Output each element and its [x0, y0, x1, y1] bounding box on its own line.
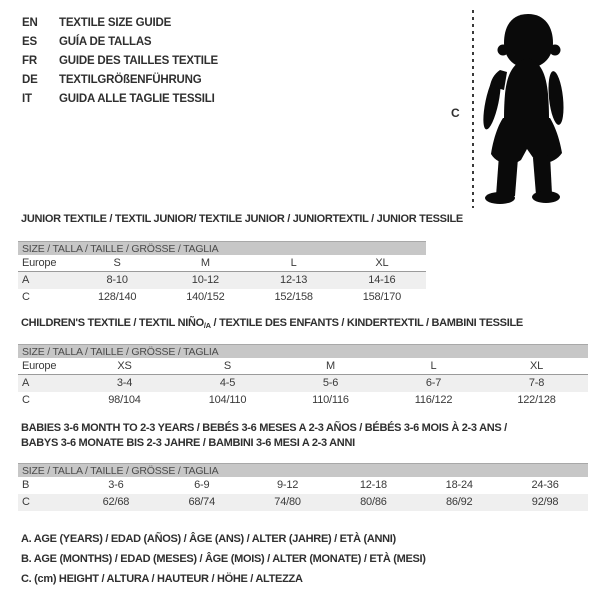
size-header-bar: SIZE / TALLA / TAILLE / GRÖSSE / TAGLIA	[18, 463, 588, 477]
age-cell: 8-10	[106, 274, 128, 286]
size-cell: S	[223, 360, 232, 372]
height-cell: 128/140	[97, 291, 137, 303]
height-cell: 92/98	[531, 496, 559, 508]
height-cell: 80/86	[360, 496, 387, 508]
babies-title-line1: BABIES 3-6 MONTH TO 2-3 YEARS / BEBÉS 3-6 MESES A 2-3 AÑOS / BÉBÉS 3-6 MOIS À 2-3 ANS /	[21, 422, 507, 434]
language-title: GUIDA ALLE TAGLIE TESSILI	[59, 93, 215, 105]
size-cell: M	[200, 257, 210, 269]
size-cell: S	[113, 257, 121, 269]
table-row-height	[18, 392, 588, 409]
age-cell: 9-12	[276, 479, 299, 491]
footnote-height: C. (cm) HEIGHT / ALTURA / HAUTEUR / HÖHE / ALTEZZA	[21, 573, 303, 585]
babies-size-table	[18, 463, 588, 511]
height-cell: 86/92	[445, 496, 473, 508]
language-row-fr	[22, 52, 218, 71]
age-cell: 3-4	[116, 377, 133, 389]
age-cell: 18-24	[445, 479, 473, 491]
row-label: C	[22, 496, 30, 508]
height-cell: 74/80	[274, 496, 301, 508]
table-row-age-months	[18, 477, 588, 494]
row-label: C	[22, 291, 30, 303]
table-row-height	[18, 289, 426, 306]
row-label: Europe	[22, 360, 57, 372]
junior-size-table	[18, 241, 426, 306]
table-row-europe	[18, 255, 426, 272]
table-row-height	[18, 494, 588, 511]
height-cell: 104/110	[208, 394, 247, 406]
footnote-age-years: A. AGE (YEARS) / EDAD (AÑOS) / ÂGE (ANS) / ALTER (JAHRE) / ETÀ (ANNI)	[21, 533, 396, 545]
children-title-part: CHILDREN'S TEXTILE / TEXTIL NIÑO	[21, 317, 204, 329]
junior-table-title: JUNIOR TEXTILE / TEXTIL JUNIOR/ TEXTILE JUNIOR / JUNIORTEXTIL / JUNIOR TESSILE	[21, 213, 463, 225]
size-cell: L	[430, 360, 437, 372]
babies-title-line2: BABYS 3-6 MONATE BIS 2-3 JAHRE / BAMBINI 3-6 MESI A 2-3 ANNI	[21, 437, 355, 449]
language-code: FR	[22, 55, 37, 67]
children-table-title	[21, 317, 523, 330]
age-cell: 14-16	[368, 274, 396, 286]
age-cell: 6-7	[425, 377, 442, 389]
language-title: TEXTILE SIZE GUIDE	[59, 17, 172, 29]
size-cell: XL	[529, 360, 544, 372]
children-title-subscript: /A	[203, 321, 211, 330]
row-label: Europe	[22, 257, 57, 269]
size-cell: M	[326, 360, 335, 372]
age-cell: 5-6	[322, 377, 339, 389]
age-cell: 10-12	[191, 274, 219, 286]
row-label: C	[22, 394, 30, 406]
height-cell: 98/104	[108, 394, 141, 406]
size-header-bar: SIZE / TALLA / TAILLE / GRÖSSE / TAGLIA	[18, 241, 426, 255]
language-row-it	[22, 90, 218, 109]
height-cell: 158/170	[362, 291, 402, 303]
height-measure-dashed-line	[472, 10, 474, 208]
language-row-en	[22, 14, 218, 33]
age-cell: 7-8	[528, 377, 545, 389]
language-title-list	[22, 14, 218, 109]
size-cell: XS	[117, 360, 132, 372]
children-title-part: / TEXTILE DES ENFANTS / KINDERTEXTIL / BAMBINI TESSILE	[210, 317, 523, 329]
footnote-age-months: B. AGE (MONTHS) / EDAD (MESES) / ÂGE (MOIS) / ALTER (MONATE) / ETÀ (MESI)	[21, 553, 426, 565]
language-code: IT	[22, 93, 32, 105]
height-cell: 62/68	[102, 496, 130, 508]
size-cell: L	[290, 257, 297, 269]
size-cell: XL	[375, 257, 389, 269]
age-cell: 12-13	[280, 274, 308, 286]
children-size-table	[18, 344, 588, 409]
age-cell: 3-6	[108, 479, 124, 491]
age-cell: 4-5	[219, 377, 236, 389]
height-cell: 68/74	[188, 496, 215, 508]
language-code: EN	[22, 17, 38, 29]
language-row-de	[22, 71, 218, 90]
language-title: GUÍA DE TALLAS	[59, 36, 152, 48]
babies-table-title	[21, 421, 507, 451]
height-measure-label: C	[451, 106, 460, 120]
language-code: DE	[22, 74, 38, 86]
row-label: A	[22, 274, 30, 286]
height-cell: 152/158	[274, 291, 313, 303]
size-header-bar: SIZE / TALLA / TAILLE / GRÖSSE / TAGLIA	[18, 344, 588, 358]
age-cell: 24-36	[531, 479, 559, 491]
language-title: GUIDE DES TAILLES TEXTILE	[59, 55, 218, 67]
height-cell: 110/116	[312, 394, 349, 406]
baby-silhouette-icon	[480, 10, 572, 208]
height-cell: 140/152	[186, 291, 225, 303]
language-row-es	[22, 33, 218, 52]
legend-footnotes	[21, 529, 426, 589]
row-label: A	[22, 377, 30, 389]
height-cell: 116/122	[414, 394, 453, 406]
age-cell: 12-18	[359, 479, 387, 491]
language-code: ES	[22, 36, 37, 48]
language-title: TEXTILGRÖßENFÜHRUNG	[59, 74, 202, 86]
height-cell: 122/128	[517, 394, 556, 406]
table-row-age	[18, 375, 588, 392]
age-cell: 6-9	[194, 479, 210, 491]
table-row-age	[18, 272, 426, 289]
row-label: B	[22, 479, 30, 491]
table-row-europe	[18, 358, 588, 375]
